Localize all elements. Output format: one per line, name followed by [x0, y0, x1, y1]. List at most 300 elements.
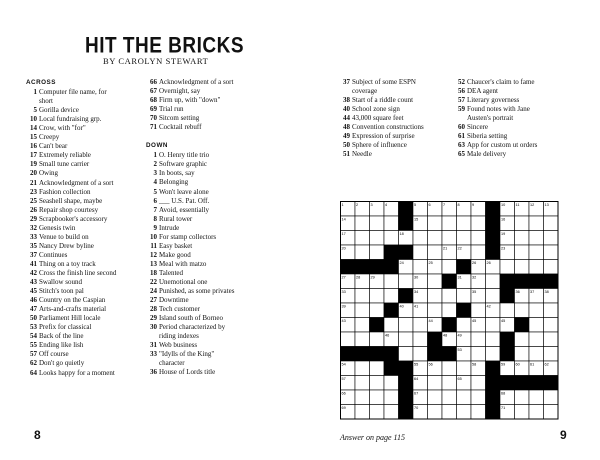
clue-gap	[146, 132, 264, 141]
grid-number: 7	[443, 203, 446, 208]
clue-item	[26, 350, 144, 359]
grid-cell[interactable]	[384, 405, 399, 420]
clue-number: 31	[150, 341, 157, 350]
grid-cell[interactable]	[529, 231, 544, 246]
grid-block	[370, 318, 385, 333]
grid-number: 46	[385, 333, 390, 338]
clue-number: 37	[30, 250, 37, 259]
clue-text: Literary governess	[467, 96, 520, 105]
clue-text: 43,000 square feet	[352, 114, 404, 123]
grid-cell[interactable]	[428, 274, 443, 289]
grid-cell[interactable]	[341, 332, 356, 347]
grid-cell[interactable]	[442, 405, 457, 420]
clue-item	[339, 114, 454, 123]
clue-item	[146, 105, 264, 114]
grid-cell[interactable]	[471, 231, 486, 246]
grid-cell[interactable]	[384, 289, 399, 304]
clue-number: 23	[30, 187, 37, 196]
grid-cell[interactable]	[544, 260, 559, 275]
grid-number: 66	[341, 391, 346, 396]
clue-item	[26, 88, 144, 97]
grid-cell[interactable]	[500, 303, 515, 318]
clue-text: Won't leave alone	[159, 187, 209, 196]
clue-item	[454, 123, 579, 132]
grid-number: 36	[515, 290, 520, 295]
grid-block	[384, 260, 399, 275]
clue-item	[454, 87, 579, 96]
grid-block	[500, 347, 515, 362]
grid-cell[interactable]	[457, 318, 472, 333]
clue-text: Arts-and-crafts material	[39, 305, 107, 314]
grid-cell[interactable]	[442, 216, 457, 231]
clue-item	[26, 341, 144, 350]
grid-block	[515, 376, 530, 391]
grid-block	[486, 361, 501, 376]
grid-cell[interactable]	[515, 390, 530, 405]
grid-cell[interactable]	[515, 303, 530, 318]
grid-cell[interactable]	[384, 274, 399, 289]
clue-item	[146, 188, 264, 197]
grid-cell[interactable]	[457, 216, 472, 231]
grid-block	[384, 245, 399, 260]
clue-item	[454, 141, 579, 150]
clue-number: 68	[150, 96, 157, 105]
grid-cell[interactable]	[428, 303, 443, 318]
clue-text: Off course	[39, 350, 69, 359]
grid-cell[interactable]	[370, 332, 385, 347]
clue-number: 32	[30, 223, 37, 232]
clue-item	[146, 78, 264, 87]
grid-cell[interactable]	[355, 231, 370, 246]
clue-column-1	[26, 78, 144, 378]
grid-number: 57	[341, 377, 346, 382]
grid-cell[interactable]	[355, 361, 370, 376]
clue-number: 12	[150, 250, 157, 259]
clue-text: Swallow sound	[39, 278, 82, 287]
clue-text: Acknowledgment of a sort	[39, 178, 114, 187]
clue-item	[146, 197, 264, 206]
grid-cell[interactable]	[515, 332, 530, 347]
grid-cell[interactable]	[486, 289, 501, 304]
grid-cell[interactable]	[529, 332, 544, 347]
grid-block	[544, 274, 559, 289]
grid-cell[interactable]	[457, 361, 472, 376]
clue-text: Owing	[39, 169, 59, 178]
crossword-grid[interactable]	[340, 201, 559, 420]
clue-number: 33	[150, 350, 157, 359]
clue-item	[26, 260, 144, 269]
grid-number: 51	[356, 348, 361, 353]
clue-text: Scrapbooker's accessory	[39, 214, 108, 223]
grid-cell[interactable]	[442, 289, 457, 304]
clue-number: 30	[150, 323, 157, 332]
grid-cell[interactable]	[442, 361, 457, 376]
clue-continuation: Austen's portrait	[467, 114, 514, 123]
grid-number: 40	[399, 304, 404, 309]
clue-text: Back of the line	[39, 332, 84, 341]
grid-cell[interactable]	[428, 245, 443, 260]
grid-cell[interactable]	[355, 216, 370, 231]
clue-number: 55	[30, 341, 37, 350]
grid-cell[interactable]	[370, 303, 385, 318]
clue-item	[454, 150, 579, 159]
grid-number: 23	[501, 246, 506, 251]
grid-number: 13	[544, 203, 549, 208]
clue-text: Genesis twin	[39, 223, 76, 232]
clue-number: 2	[153, 160, 157, 169]
grid-block	[486, 231, 501, 246]
clue-number: 28	[150, 305, 157, 314]
clue-text: Crow, with "for"	[39, 124, 86, 133]
grid-cell[interactable]	[544, 332, 559, 347]
grid-cell[interactable]	[486, 347, 501, 362]
clue-number: 61	[458, 132, 465, 141]
grid-cell[interactable]	[500, 260, 515, 275]
clue-number: 7	[153, 205, 157, 214]
clue-item	[146, 368, 264, 377]
clue-column-3	[339, 78, 454, 159]
clue-number: 47	[30, 305, 37, 314]
grid-block	[399, 405, 414, 420]
grid-cell[interactable]	[413, 318, 428, 333]
clue-item	[339, 78, 454, 87]
clue-item	[146, 123, 264, 132]
clue-number: 67	[150, 87, 157, 96]
grid-number: 26	[472, 261, 477, 266]
clue-text: Firm up, with "down"	[159, 96, 221, 105]
grid-block	[529, 274, 544, 289]
clue-text: Make good	[159, 250, 191, 259]
clue-item	[146, 96, 264, 105]
clue-number: 50	[343, 141, 350, 150]
grid-cell[interactable]	[544, 231, 559, 246]
grid-cell[interactable]	[471, 332, 486, 347]
grid-cell[interactable]	[544, 405, 559, 420]
grid-cell[interactable]	[515, 347, 530, 362]
grid-block	[399, 245, 414, 260]
clue-number: 45	[30, 287, 37, 296]
grid-number: 32	[472, 275, 477, 280]
clue-item	[146, 305, 264, 314]
clue-text: Stitch's toon pal	[39, 287, 84, 296]
clue-number: 10	[30, 115, 37, 124]
clue-item	[26, 369, 144, 378]
clue-number: 56	[458, 87, 465, 96]
grid-cell[interactable]	[515, 216, 530, 231]
clue-item	[146, 296, 264, 305]
grid-cell[interactable]	[471, 303, 486, 318]
grid-cell[interactable]	[355, 318, 370, 333]
grid-cell[interactable]	[428, 216, 443, 231]
grid-cell[interactable]	[529, 260, 544, 275]
grid-cell[interactable]	[529, 303, 544, 318]
clue-number: 64	[30, 368, 37, 377]
grid-cell[interactable]	[355, 303, 370, 318]
grid-cell[interactable]	[442, 390, 457, 405]
grid-cell[interactable]	[457, 405, 472, 420]
grid-cell[interactable]	[384, 216, 399, 231]
clue-item	[146, 160, 264, 169]
grid-cell[interactable]	[370, 245, 385, 260]
grid-block	[486, 390, 501, 405]
clue-number: 3	[153, 169, 157, 178]
clue-text: School zone sign	[352, 105, 400, 114]
grid-cell[interactable]	[370, 361, 385, 376]
grid-number: 50	[341, 348, 346, 353]
clue-number: 33	[30, 232, 37, 241]
grid-block	[399, 361, 414, 376]
grid-cell[interactable]	[355, 390, 370, 405]
clue-item	[146, 151, 264, 160]
clue-continuation: coverage	[352, 87, 378, 96]
grid-cell[interactable]	[442, 376, 457, 391]
clue-item	[26, 323, 144, 332]
clue-number: 44	[343, 114, 350, 123]
clue-item	[146, 251, 264, 260]
grid-number: 3	[370, 203, 373, 208]
clue-text: Talented	[159, 268, 183, 277]
grid-block	[399, 390, 414, 405]
clue-number: 60	[458, 123, 465, 132]
grid-cell[interactable]	[413, 260, 428, 275]
grid-cell[interactable]	[515, 260, 530, 275]
clue-number: 8	[153, 214, 157, 223]
grid-cell[interactable]	[399, 318, 414, 333]
grid-cell[interactable]	[486, 332, 501, 347]
grid-cell[interactable]	[355, 405, 370, 420]
page-number-left: 8	[34, 428, 41, 442]
grid-cell[interactable]	[457, 231, 472, 246]
grid-cell[interactable]	[544, 318, 559, 333]
grid-block	[384, 347, 399, 362]
clue-item	[146, 233, 264, 242]
grid-cell[interactable]	[370, 390, 385, 405]
clue-item	[26, 169, 144, 178]
clue-text: Sphere of influence	[352, 141, 407, 150]
grid-cell[interactable]	[355, 289, 370, 304]
clue-item	[339, 132, 454, 141]
grid-number: 42	[486, 304, 491, 309]
grid-cell[interactable]	[384, 376, 399, 391]
grid-cell[interactable]	[428, 289, 443, 304]
grid-cell[interactable]	[370, 289, 385, 304]
clue-text: Can't bear	[39, 142, 68, 151]
clue-item	[26, 106, 144, 115]
grid-block	[544, 376, 559, 391]
clue-number: 57	[458, 96, 465, 105]
clue-text: Parliament Hill locale	[39, 314, 101, 323]
clue-item	[26, 332, 144, 341]
grid-cell[interactable]	[471, 376, 486, 391]
clue-text: Tech customer	[159, 305, 200, 314]
grid-cell[interactable]	[384, 390, 399, 405]
clue-number: 16	[30, 142, 37, 151]
clue-text: Small tune carrier	[39, 160, 90, 169]
grid-block	[428, 332, 443, 347]
grid-cell[interactable]	[428, 376, 443, 391]
clue-number: 29	[30, 214, 37, 223]
grid-cell[interactable]	[471, 390, 486, 405]
clue-text: Period characterized by	[159, 323, 226, 332]
grid-cell[interactable]	[544, 347, 559, 362]
grid-block	[486, 405, 501, 420]
clue-number: 9	[153, 223, 157, 232]
clue-item	[26, 296, 144, 305]
grid-cell[interactable]	[442, 231, 457, 246]
clue-item	[339, 141, 454, 150]
clue-item	[26, 269, 144, 278]
clue-text: Thing on a toy track	[39, 259, 96, 268]
grid-number: 10	[501, 203, 506, 208]
grid-cell[interactable]	[442, 260, 457, 275]
clue-item	[146, 287, 264, 296]
grid-cell[interactable]	[529, 405, 544, 420]
grid-cell[interactable]	[457, 289, 472, 304]
grid-cell[interactable]	[515, 245, 530, 260]
clue-number: 20	[30, 169, 37, 178]
clue-number: 51	[343, 150, 350, 159]
grid-cell[interactable]	[399, 347, 414, 362]
grid-cell[interactable]	[471, 347, 486, 362]
clue-number: 29	[150, 314, 157, 323]
grid-cell[interactable]	[413, 231, 428, 246]
grid-cell[interactable]	[471, 405, 486, 420]
clue-text: Intrude	[159, 223, 180, 232]
grid-block	[428, 347, 443, 362]
grid-number: 68	[501, 391, 506, 396]
grid-cell[interactable]	[486, 318, 501, 333]
grid-cell[interactable]	[457, 390, 472, 405]
grid-number: 45	[501, 319, 506, 324]
clue-number: 66	[150, 78, 157, 86]
clue-text: Easy basket	[159, 241, 193, 250]
clue-text: Continues	[39, 250, 68, 259]
grid-number: 67	[414, 391, 419, 396]
grid-cell[interactable]	[515, 231, 530, 246]
clue-number: 5	[153, 187, 157, 196]
grid-cell[interactable]	[413, 332, 428, 347]
clue-number: 48	[343, 123, 350, 132]
grid-cell[interactable]	[544, 390, 559, 405]
grid-cell[interactable]	[544, 245, 559, 260]
grid-number: 44	[428, 319, 433, 324]
clue-number: 43	[30, 278, 37, 287]
clue-text: Meal with matzo	[159, 259, 207, 268]
clue-text: Extremely reliable	[39, 151, 91, 160]
grid-block	[457, 303, 472, 318]
clue-number: 38	[343, 96, 350, 105]
grid-cell[interactable]	[384, 318, 399, 333]
grid-number: 55	[414, 362, 419, 367]
grid-cell[interactable]	[529, 318, 544, 333]
grid-cell[interactable]	[471, 245, 486, 260]
clue-text: Cross the finish line second	[39, 268, 117, 277]
grid-block	[486, 376, 501, 391]
clue-number: 1	[153, 151, 157, 160]
clue-text: Unemotional one	[159, 277, 208, 286]
clue-number: 11	[150, 241, 157, 250]
grid-cell[interactable]	[529, 216, 544, 231]
grid-block	[341, 260, 356, 275]
grid-cell[interactable]	[413, 245, 428, 260]
grid-number: 6	[428, 203, 431, 208]
grid-block	[500, 332, 515, 347]
grid-number: 64	[414, 377, 419, 382]
grid-cell[interactable]	[428, 231, 443, 246]
grid-cell[interactable]	[399, 332, 414, 347]
grid-number: 30	[414, 275, 419, 280]
clue-item	[339, 96, 454, 105]
clue-item	[454, 105, 579, 114]
grid-cell[interactable]	[370, 216, 385, 231]
grid-block	[486, 216, 501, 231]
grid-cell[interactable]	[529, 245, 544, 260]
grid-cell[interactable]	[544, 216, 559, 231]
grid-cell[interactable]	[370, 405, 385, 420]
grid-block	[399, 202, 417, 217]
grid-number: 41	[414, 304, 419, 309]
grid-cell[interactable]	[486, 274, 501, 289]
grid-cell[interactable]	[370, 376, 385, 391]
clue-text: Start of a riddle count	[352, 96, 414, 105]
clue-text: Male delivery	[467, 150, 507, 159]
clue-text: Belonging	[159, 178, 189, 187]
grid-block	[515, 318, 530, 333]
clue-number: 70	[150, 114, 157, 123]
clue-text: Island south of Borneo	[159, 314, 223, 323]
across-heading: ACROSS	[26, 79, 56, 86]
clue-number: 5	[33, 106, 37, 115]
clue-item	[26, 287, 144, 296]
grid-cell[interactable]	[471, 216, 486, 231]
clue-item	[146, 178, 264, 187]
clue-number: 22	[150, 277, 157, 286]
grid-cell[interactable]	[355, 376, 370, 391]
grid-cell[interactable]	[544, 303, 559, 318]
grid-cell[interactable]	[428, 405, 443, 420]
grid-cell[interactable]	[413, 347, 428, 362]
grid-cell[interactable]	[442, 303, 457, 318]
grid-cell[interactable]	[428, 390, 443, 405]
grid-number: 37	[530, 290, 535, 295]
grid-cell[interactable]	[384, 231, 399, 246]
grid-block	[370, 260, 385, 275]
clue-item	[26, 188, 144, 197]
clue-text: Sitcom setting	[159, 114, 200, 123]
grid-number: 16	[501, 217, 506, 222]
grid-number: 14	[341, 217, 346, 222]
clue-number: 50	[30, 314, 37, 323]
grid-cell[interactable]	[529, 390, 544, 405]
grid-cell[interactable]	[370, 231, 385, 246]
clue-text: Avoid, essentially	[159, 205, 210, 214]
grid-cell[interactable]	[355, 332, 370, 347]
grid-number: 60	[515, 362, 520, 367]
clue-number: 36	[150, 368, 157, 377]
grid-number: 71	[501, 406, 506, 411]
clue-text: Convention constructions	[352, 123, 424, 132]
grid-cell[interactable]	[399, 274, 414, 289]
clue-number: 14	[30, 124, 37, 133]
clue-number: 37	[343, 78, 350, 86]
grid-cell[interactable]	[515, 405, 530, 420]
grid-block	[500, 274, 515, 289]
grid-number: 48	[443, 333, 448, 338]
clue-number: 15	[30, 133, 37, 142]
grid-cell[interactable]	[529, 347, 544, 362]
grid-cell[interactable]	[355, 245, 370, 260]
clue-text: Sincere	[467, 123, 488, 132]
